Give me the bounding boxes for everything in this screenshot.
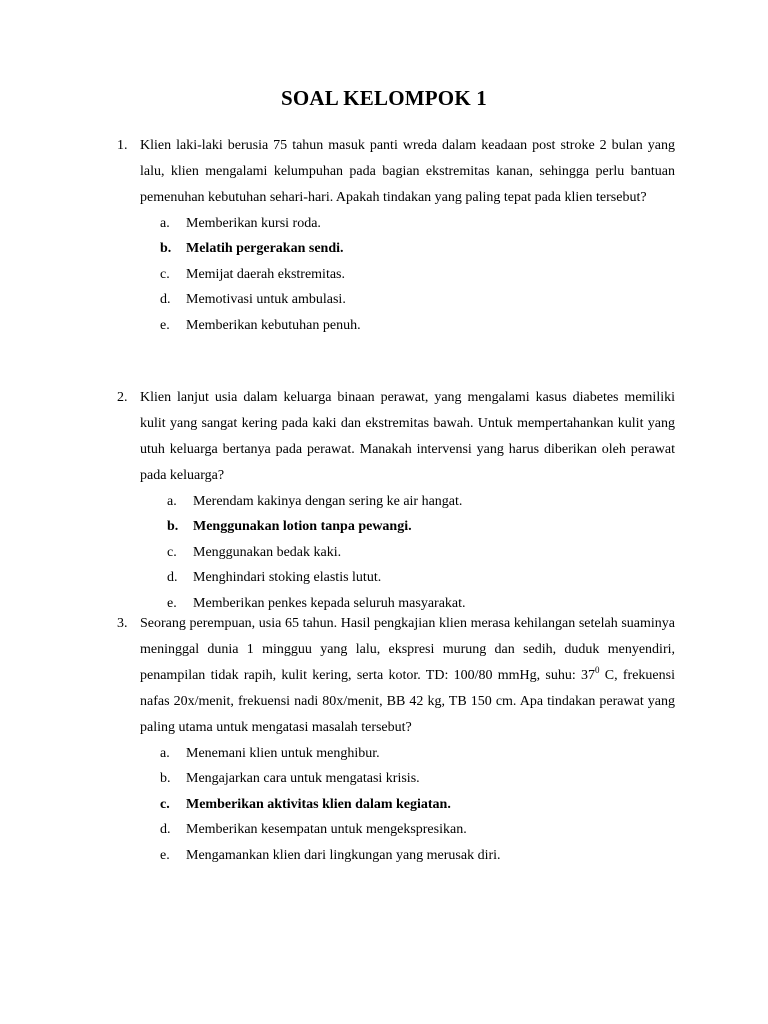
- answer-options: [117, 211, 675, 338]
- option-c-correct: [117, 792, 675, 817]
- option-letter: a.: [160, 216, 170, 231]
- question-text-part-2: C, frekuensi nafas 20x/menit, frekuensi nadi 80x/menit, BB 42 kg, TB 150 cm. Apa tindakan perawat yang paling utama untuk mengatasi masalah tersebut?: [140, 668, 675, 735]
- option-b: [117, 766, 675, 791]
- option-letter: c.: [160, 796, 170, 812]
- option-a: [117, 211, 675, 236]
- degree-superscript: 0: [595, 665, 600, 675]
- option-c: [117, 540, 675, 565]
- question-number: 3.: [117, 616, 128, 631]
- option-e: [117, 313, 675, 338]
- option-letter: b.: [167, 519, 179, 535]
- question-1: [117, 133, 675, 338]
- question-text-part-1: Seorang perempuan, usia 65 tahun. Hasil pengkajian klien merasa kehilangan setelah suaminya meninggal dunia 1 mingguu yang lalu, ekspresi murung dan sedih, duduk menyendiri, penampilan tidak rapih, kulit kering, serta kotor. TD: 100/80 mmHg, suhu: 37: [140, 616, 675, 683]
- option-letter: e.: [167, 595, 177, 611]
- option-text: Mengajarkan cara untuk mengatasi krisis.: [186, 771, 420, 787]
- option-c: [117, 262, 675, 287]
- question-text: Klien lanjut usia dalam keluarga binaan perawat, yang mengalami kasus diabetes memiliki kulit yang sangat kering pada kaki dan ekstremitas bawah. Untuk mempertahankan kulit yang utuh keluarga bertanya pada perawat. Manakah intervensi yang harus diberikan oleh perawat pada keluarga?: [140, 390, 675, 483]
- option-a: [117, 741, 675, 766]
- option-letter: e.: [160, 317, 170, 333]
- question-text: [140, 611, 675, 741]
- option-letter: d.: [167, 570, 178, 586]
- option-d: [117, 287, 675, 312]
- answer-options: [117, 489, 675, 616]
- option-text: Memberikan kebutuhan penuh.: [186, 317, 361, 333]
- option-text: Mengamankan klien dari lingkungan yang merusak diri.: [186, 847, 501, 863]
- page-title: SOAL KELOMPOK 1: [280, 86, 488, 110]
- option-b-correct: [117, 236, 675, 261]
- option-text: Memberikan kesempatan untuk mengekspresikan.: [186, 822, 467, 838]
- option-d: [117, 565, 675, 590]
- answer-options: [117, 741, 675, 868]
- option-text: Menggunakan bedak kaki.: [193, 544, 342, 560]
- option-letter: d.: [160, 822, 171, 838]
- option-text: Memijat daerah ekstremitas.: [186, 266, 345, 282]
- option-text: Memotivasi untuk ambulasi.: [186, 292, 346, 308]
- option-letter: e.: [160, 847, 170, 863]
- option-d: [117, 817, 675, 842]
- option-b-correct: [117, 514, 675, 539]
- option-text: Memberikan penkes kepada seluruh masyarakat.: [193, 595, 466, 611]
- option-letter: c.: [167, 544, 177, 560]
- option-letter: b.: [160, 771, 171, 787]
- option-text: Menggunakan lotion tanpa pewangi.: [193, 519, 412, 535]
- option-text: Menghindari stoking elastis lutut.: [193, 570, 382, 586]
- question-number: 2.: [117, 390, 128, 405]
- option-letter: a.: [167, 494, 177, 509]
- question-3: [117, 611, 675, 868]
- option-letter: d.: [160, 292, 171, 308]
- option-text: Memberikan aktivitas klien dalam kegiatan.: [186, 796, 451, 812]
- question-2: [117, 385, 675, 616]
- option-letter: a.: [160, 746, 170, 761]
- question-text: Klien laki-laki berusia 75 tahun masuk panti wreda dalam keadaan post stroke 2 bulan yang lalu, klien mengalami kelumpuhan pada bagian ekstremitas kanan, sehingga perlu bantuan pemenuhan kebutuhan sehari-hari. Apakah tindakan yang paling tepat pada klien tersebut?: [140, 138, 675, 205]
- option-text: Merendam kakinya dengan sering ke air hangat.: [193, 494, 463, 509]
- option-text: Menemani klien untuk menghibur.: [186, 746, 380, 761]
- question-number: 1.: [117, 138, 128, 153]
- option-text: Memberikan kursi roda.: [186, 216, 321, 231]
- option-text: Melatih pergerakan sendi.: [186, 241, 344, 257]
- option-a: [117, 489, 675, 514]
- option-letter: c.: [160, 266, 170, 282]
- option-letter: b.: [160, 241, 172, 257]
- option-e: [117, 843, 675, 868]
